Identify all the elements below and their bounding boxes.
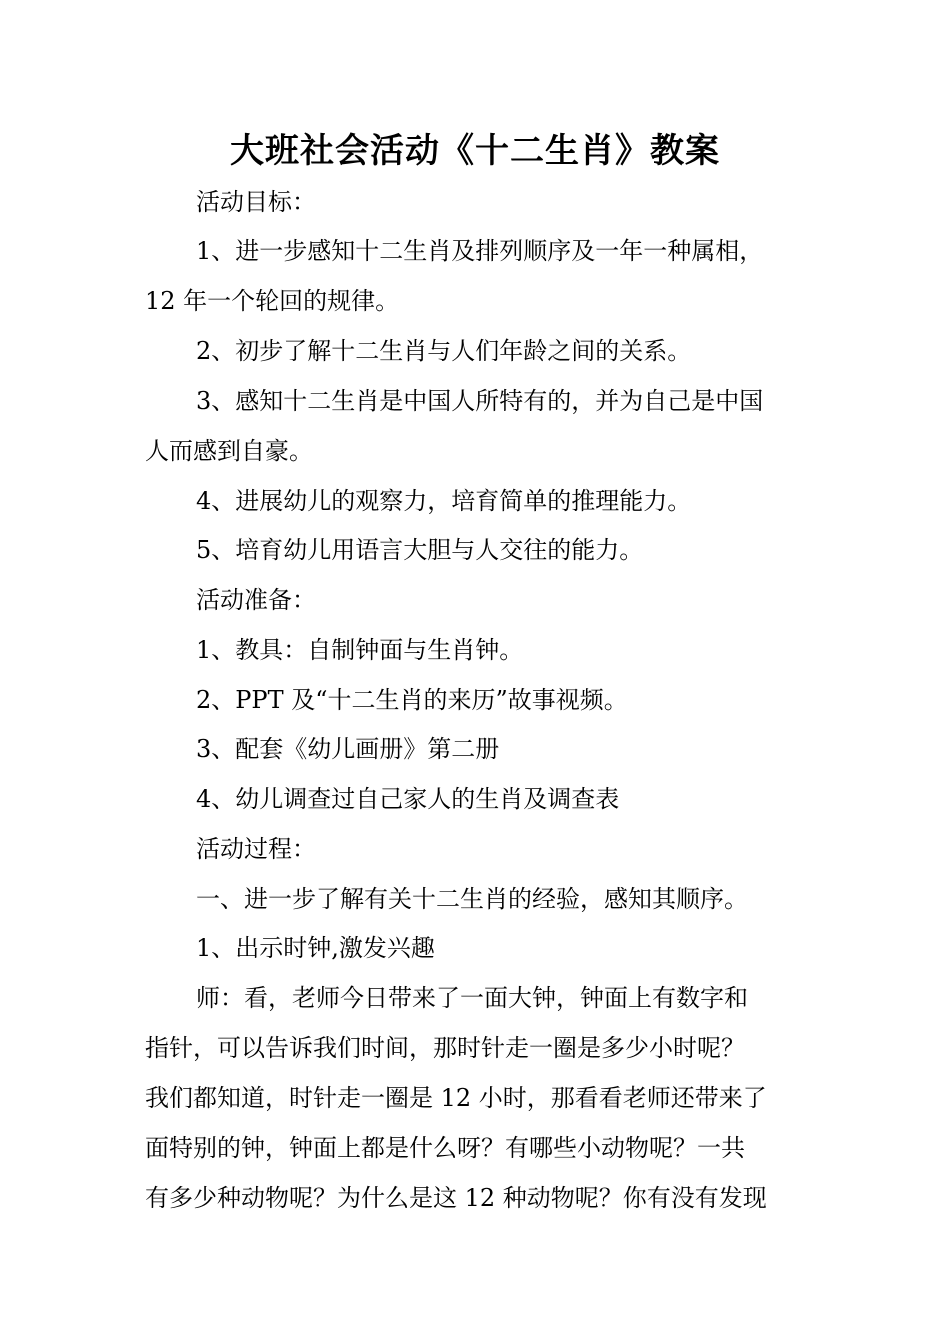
- paragraph-line: 师：看，老师今日带来了一面大钟，钟面上有数字和: [196, 984, 748, 1012]
- paragraph-line: 3、感知十二生肖是中国人所特有的，并为自己是中国: [196, 387, 764, 415]
- paragraph-line: 人而感到自豪。: [145, 437, 313, 465]
- paragraph-line: 一、进一步了解有关十二生肖的经验，感知其顺序。: [196, 885, 748, 913]
- paragraph-line: 面特别的钟，钟面上都是什么呀？有哪些小动物呢？一共: [145, 1134, 745, 1162]
- paragraph-line: 2、PPT 及“十二生肖的来历”故事视频。: [196, 686, 628, 714]
- heading-process: 活动过程：: [196, 835, 316, 863]
- paragraph-line: 3、配套《幼儿画册》第二册: [196, 735, 500, 763]
- paragraph-line: 12 年一个轮回的规律。: [145, 287, 400, 315]
- paragraph-line: 有多少种动物呢？为什么是这 12 种动物呢？你有没有发现: [145, 1184, 767, 1212]
- document-title: 大班社会活动《十二生肖》教案: [230, 131, 720, 171]
- heading-preparation: 活动准备：: [196, 586, 316, 614]
- heading-objectives: 活动目标：: [196, 188, 316, 216]
- paragraph-line: 1、教具：自制钟面与生肖钟。: [196, 636, 524, 664]
- paragraph-line: 4、幼儿调查过自己家人的生肖及调查表: [196, 785, 620, 813]
- paragraph-line: 2、初步了解十二生肖与人们年龄之间的关系。: [196, 337, 692, 365]
- paragraph-line: 4、进展幼儿的观察力，培育简单的推理能力。: [196, 487, 692, 515]
- paragraph-line: 1、出示时钟,激发兴趣: [196, 934, 435, 962]
- paragraph-line: 我们都知道，时针走一圈是 12 小时，那看看老师还带来了: [145, 1084, 767, 1112]
- paragraph-line: 1、进一步感知十二生肖及排列顺序及一年一种属相，: [196, 237, 764, 265]
- paragraph-line: 指针，可以告诉我们时间，那时针走一圈是多少小时呢？: [145, 1034, 745, 1062]
- paragraph-line: 5、培育幼儿用语言大胆与人交往的能力。: [196, 536, 644, 564]
